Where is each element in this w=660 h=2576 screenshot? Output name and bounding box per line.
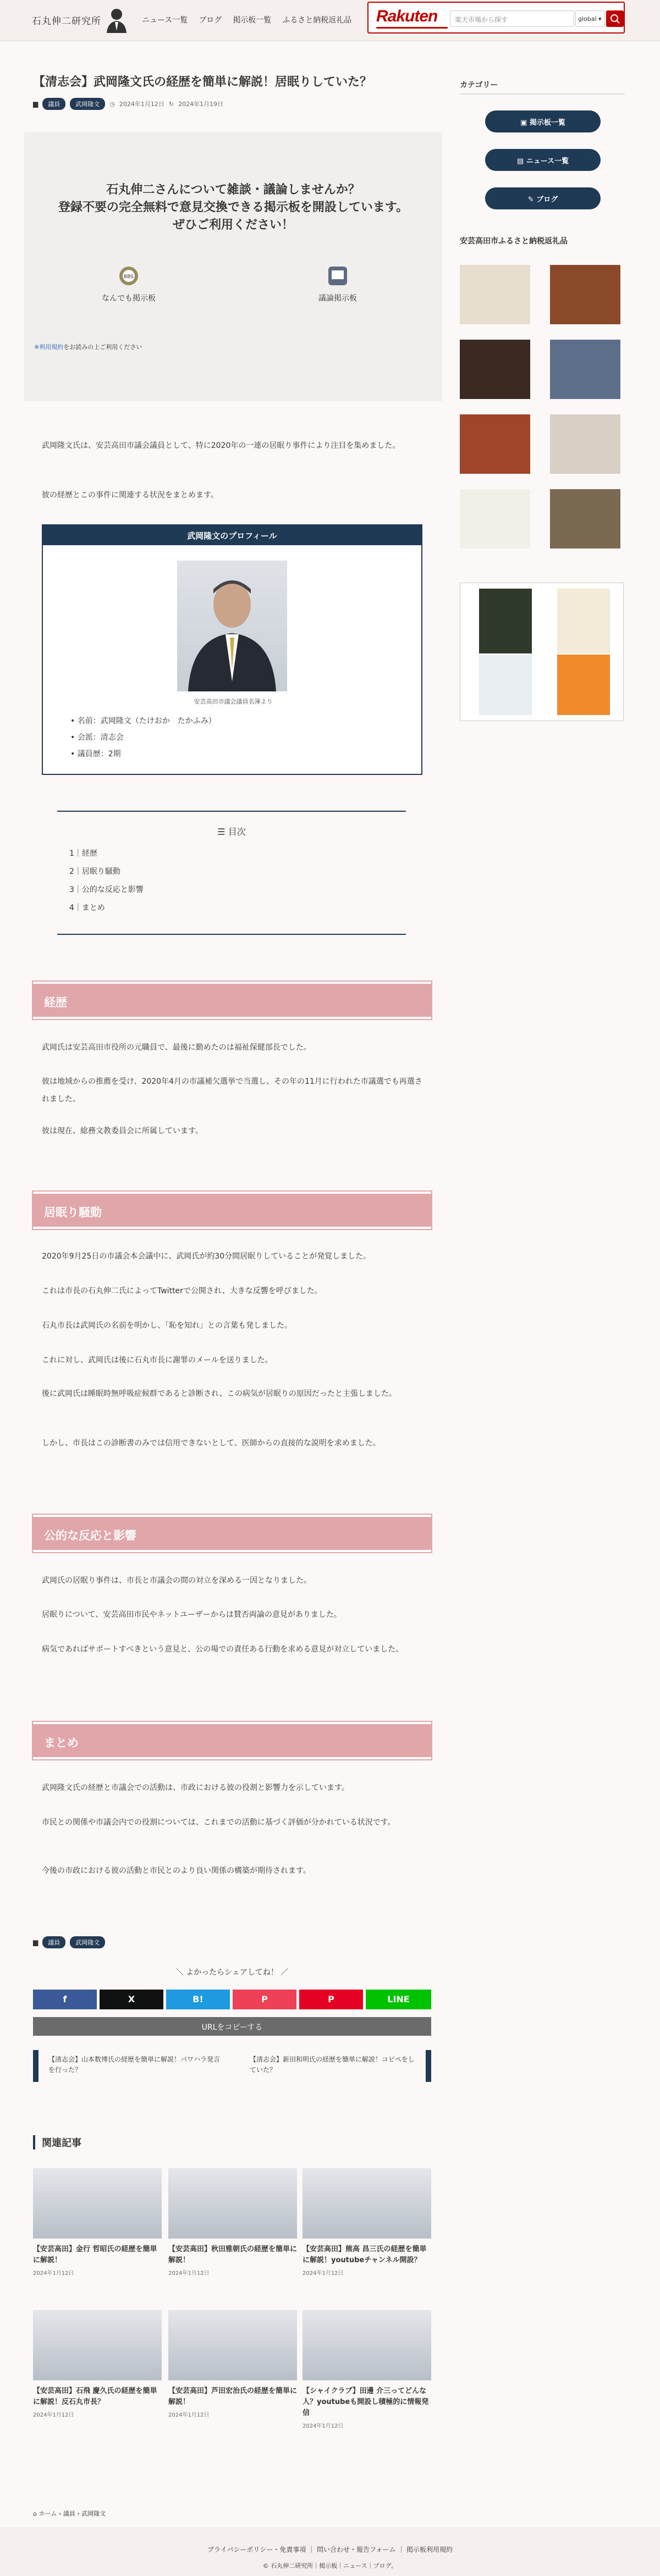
logo-portrait-icon (105, 7, 129, 33)
category-label: 掲示板一覧 (529, 119, 565, 127)
share-pinterest-button[interactable]: P (299, 1990, 363, 2009)
footer-links: プライバシーポリシー・免責事項 ｜ 問い合わせ・報告フォーム ｜ 掲示板利用規約 (207, 2546, 453, 2553)
updated-date: 2024年1月19日 (178, 101, 224, 108)
section-heading-text: 居眠り騒動 (44, 1206, 102, 1219)
book-cover (479, 589, 532, 653)
intro-paragraph: 武岡隆文氏は、安芸高田市議会議員として、特に2020年の一連の居眠り事件により注目を集めました。 (42, 441, 400, 450)
profile-item: • 名前：武岡隆文（たけおか たかふみ） (70, 717, 216, 725)
rakuten-underline (376, 27, 448, 29)
section-paragraph: 彼は地域からの推薦を受け、2020年4月の市議補欠選挙で当選し、その年の11月に行われた市議選でも再選されました。 (42, 1077, 422, 1104)
nav-furusato[interactable]: ふるさと納税返礼品 (282, 16, 352, 25)
related-date: 2024年1月12日 (302, 2270, 344, 2277)
rakuten-search-button[interactable] (606, 10, 624, 27)
related-title: 【安芸高田】金行 哲昭氏の経歴を簡単に解説！ (33, 2245, 157, 2265)
bbs-line: 登録不要の完全無料で意見交換できる掲示板を開設しています。 (58, 200, 409, 214)
rakuten-select-value: global (578, 15, 597, 23)
related-thumbnail (33, 2310, 162, 2380)
related-date: 2024年1月12日 (33, 2412, 74, 2419)
related-card[interactable] (33, 2168, 162, 2276)
section-paragraph: 市民との関係や市議会内での役割については、これまでの活動に基づく評価が分かれている状況です。 (42, 1818, 395, 1827)
toc-item[interactable]: 1｜経歴 (69, 849, 97, 858)
nav-news[interactable]: ニュース一覧 (142, 16, 188, 25)
related-thumbnail (168, 2310, 297, 2380)
prev-post-link[interactable] (33, 2050, 231, 2082)
profile-item-text: 会派：清志会 (77, 733, 124, 742)
intro-paragraph: 彼の経歴とこの事件に関連する状況をまとめます。 (42, 491, 218, 500)
next-post-title: 【清志会】新田和明氏の経歴を簡単に解説！コピペをしていた？ (250, 2056, 415, 2074)
gift-item-grain[interactable] (550, 414, 620, 474)
rakuten-logo[interactable]: Rakuten (376, 7, 438, 25)
global-nav (142, 14, 351, 25)
section-paragraph: 武岡氏は安芸高田市役所の元職員で、最後に勤めたのは福祉保健部長でした。 (42, 1043, 311, 1052)
book-ad[interactable] (460, 583, 624, 721)
tag-badge[interactable]: 議員 (42, 1936, 65, 1948)
toc-item[interactable]: 2｜居眠り騒動 (69, 867, 120, 876)
related-title: 【安芸高田】石飛 慶久氏の経歴を簡単に解説！反石丸市長？ (33, 2387, 157, 2407)
table-of-contents (57, 811, 406, 935)
site-logo[interactable] (32, 7, 129, 33)
toc-item[interactable]: 4｜まとめ (69, 904, 105, 912)
prev-post-title: 【清志会】山本数博氏の経歴を簡単に解説！パワハラ発言を行った？ (48, 2056, 221, 2074)
section-paragraph: これは市長の石丸伸二氏によってTwitterで公開され、大きな反響を呼びました。 (42, 1287, 322, 1295)
section-heading (33, 1515, 431, 1552)
gift-item-pork[interactable] (460, 414, 530, 474)
related-title: 【安芸高田】熊高 昌三氏の経歴を簡単に解説！youtubeチャンネル開設？ (302, 2245, 427, 2265)
chevron-left-icon (33, 2050, 38, 2082)
site-header (0, 0, 660, 41)
section-paragraph: 居眠りについて、安芸高田市民やネットユーザーからは賛否両論の意見がありました。 (42, 1610, 342, 1619)
section-heading (33, 1192, 431, 1229)
bbs-general-label: なんでも掲示板 (102, 294, 156, 303)
bbs-debate-label: 議論掲示板 (318, 294, 357, 303)
list-icon: ☰ (217, 827, 226, 837)
related-date: 2024年1月12日 (302, 2423, 344, 2430)
news-icon: ▤ (516, 157, 526, 165)
discussion-board-icon (327, 265, 349, 287)
share-x-button[interactable]: X (100, 1990, 163, 2009)
section-paragraph: 武岡隆文氏の経歴と市議会での活動は、市政における彼の役割と影響力を示しています。 (42, 1783, 349, 1792)
share-facebook-button[interactable]: f (33, 1990, 97, 2009)
book-cover (557, 589, 610, 653)
section-paragraph: 病気であればサポートすべきという意見と、公の場での責任ある行動を求める意見が対立していました。 (42, 1645, 404, 1654)
share-heading: ＼ よかったらシェアしてね！ ／ (175, 1968, 289, 1977)
section-paragraph: 今後の市政における彼の活動と市民とのより良い関係の構築が期待されます。 (42, 1866, 311, 1875)
category-button[interactable] (485, 149, 601, 171)
article-meta (33, 98, 223, 110)
related-title: 【安芸高田】芦田宏治氏の経歴を簡単に解説！ (168, 2387, 298, 2407)
divider (460, 93, 625, 95)
folder-icon: ▆ (33, 100, 38, 108)
bbs-note-text: をお読みの上ご利用ください (63, 344, 142, 351)
bbs-heading (24, 181, 442, 234)
related-date: 2024年1月12日 (168, 2412, 210, 2419)
related-date: 2024年1月12日 (168, 2270, 210, 2277)
breadcrumb: ⌂ ホーム › 議員 › 武岡隆文 (33, 2510, 106, 2517)
toc-title: 目次 (228, 827, 246, 837)
profile-caption: 安芸高田市議会議員名簿より (194, 698, 273, 705)
pencil-icon: ✎ (527, 196, 537, 204)
article-title: 【清志会】武岡隆文氏の経歴を簡単に解説！居眠りしていた？ (33, 75, 372, 89)
update-icon: ↻ (168, 100, 174, 108)
published-date: 2024年1月12日 (119, 101, 164, 108)
rakuten-region-select[interactable]: global ▾ (575, 10, 605, 27)
person-photo-icon (177, 561, 287, 691)
section-paragraph: 彼は現在、総務文教委員会に所属しています。 (42, 1127, 203, 1135)
toc-heading (57, 825, 406, 838)
category-button[interactable] (485, 187, 601, 209)
category-label: ニュース一覧 (526, 157, 569, 165)
related-heading: 関連記事 (33, 2135, 81, 2150)
tag-badge[interactable]: 武岡隆文 (70, 1936, 105, 1948)
toc-item[interactable]: 3｜公的な反応と影響 (69, 885, 144, 894)
related-title: 【安芸高田】秋田雅朝氏の経歴を簡単に解説！ (168, 2245, 298, 2265)
nav-blog[interactable]: ブログ (199, 16, 222, 25)
breadcrumb-item[interactable]: 議員 (63, 2510, 75, 2517)
chevron-right-icon (426, 2050, 431, 2082)
related-card[interactable] (33, 2310, 162, 2418)
section-paragraph: これに対し、武岡氏は後に石丸市長に謝罪のメールを送りました。 (42, 1356, 273, 1365)
profile-item: • 議員歴：2期 (70, 750, 121, 758)
gift-item-jars[interactable] (460, 489, 530, 549)
rakuten-search-input[interactable]: 楽天市場から探す (450, 10, 574, 27)
section-heading (33, 1722, 431, 1759)
sidebar-category-heading: カテゴリー (460, 81, 498, 90)
chat-badge-icon (118, 265, 140, 287)
share-line-button[interactable]: LINE (366, 1990, 431, 2009)
related-thumbnail (33, 2168, 162, 2239)
gift-item-rice[interactable] (460, 265, 530, 324)
home-icon: ⌂ (33, 2510, 37, 2517)
footer-link[interactable]: プライバシーポリシー・免責事項 (207, 2546, 306, 2553)
bbs-note (34, 342, 142, 351)
section-paragraph: 武岡氏の居眠り事件は、市長と市議会の間の対立を深める一因となりました。 (42, 1576, 311, 1585)
section-heading (33, 982, 431, 1019)
related-thumbnail (168, 2168, 297, 2239)
section-paragraph: 石丸市長は武岡氏の名前を明かし、「恥を知れ」との言葉も発しました。 (42, 1321, 292, 1330)
svg-text:BBS: BBS (124, 274, 134, 280)
gift-item-meat[interactable] (550, 265, 620, 324)
terms-link[interactable]: ※利用規約 (34, 344, 64, 351)
category-button[interactable] (485, 110, 601, 132)
tag-badge[interactable]: 武岡隆文 (70, 98, 105, 110)
bbs-line: ぜひご利用ください！ (172, 218, 294, 232)
copy-url-button[interactable]: URLをコピーする (33, 2017, 431, 2036)
logo-text: 石丸伸二研究所 (32, 15, 101, 27)
section-heading-text: まとめ (44, 1736, 79, 1749)
related-title: 【シャイクラブ】田邊 介三ってどんな人？youtubeも開設し積極的に情報発信 (302, 2387, 429, 2418)
folder-icon: ▆ (33, 1938, 38, 1946)
related-card[interactable] (302, 2310, 431, 2429)
tag-badge[interactable]: 議員 (42, 98, 65, 110)
profile-item: • 会派：清志会 (70, 733, 124, 742)
gift-item-noodles[interactable] (550, 489, 620, 549)
bbs-debate-link[interactable] (283, 265, 393, 303)
bbs-line: 石丸伸二さんについて雑談・議論しませんか？ (106, 183, 360, 197)
related-thumbnail (302, 2310, 431, 2380)
related-card[interactable] (168, 2168, 297, 2276)
related-thumbnail (302, 2168, 431, 2239)
related-date: 2024年1月12日 (33, 2270, 74, 2277)
bbs-general-link[interactable] (74, 265, 184, 303)
section-heading-text: 経歴 (44, 996, 67, 1009)
bbs-banner (24, 132, 442, 401)
book-cover (557, 655, 610, 715)
next-post-link[interactable] (233, 2050, 431, 2082)
breadcrumb-item[interactable]: ホーム (38, 2510, 57, 2517)
related-card[interactable] (302, 2168, 431, 2276)
clock-icon: ◷ (109, 100, 115, 108)
category-label: ブログ (536, 196, 558, 204)
search-icon (606, 10, 624, 27)
footer-link[interactable]: 掲示板利用規約 (406, 2546, 453, 2553)
book-cover (479, 655, 532, 715)
gift-item-coffee[interactable] (460, 340, 530, 399)
gift-item-tour[interactable] (550, 340, 620, 399)
share-pocket-button[interactable]: P (233, 1990, 296, 2009)
nav-bbs[interactable]: 掲示板一覧 (233, 16, 272, 25)
profile-heading: 武岡隆文のプロフィール (43, 525, 421, 545)
profile-box (42, 524, 422, 775)
profile-item-text: 名前：武岡隆文（たけおか たかふみ） (77, 717, 216, 725)
site-footer (0, 2527, 660, 2576)
share-hatena-button[interactable]: B! (166, 1990, 230, 2009)
section-paragraph: 後に武岡氏は睡眠時無呼吸症候群であると診断され、この病気が居眠りの原因だったと主張しました。 (42, 1389, 397, 1398)
profile-photo (177, 561, 287, 691)
footer-link[interactable]: 問い合わせ・報告フォーム (316, 2546, 396, 2553)
section-heading-text: 公的な反応と影響 (44, 1529, 136, 1542)
related-card[interactable] (168, 2310, 297, 2418)
section-paragraph: 2020年9月25日の市議会本会議中に、武岡氏が約30分間居眠りしていることが発覚しました。 (42, 1252, 371, 1261)
footer-tags (33, 1936, 105, 1948)
bbs-icon: ▣ (520, 119, 530, 127)
copyright: © 石丸伸二研究所｜掲示板｜ニュース｜ブログ。 (262, 2562, 398, 2569)
rakuten-search-widget (367, 2, 625, 34)
breadcrumb-item[interactable]: 武岡隆文 (81, 2510, 106, 2517)
sidebar-furusato-heading: 安芸高田市ふるさと納税返礼品 (460, 237, 568, 246)
section-paragraph: しかし、市長はこの診断書のみでは信用できないとして、医師からの直接的な説明を求めました。 (42, 1439, 381, 1448)
profile-item-text: 議員歴：2期 (77, 750, 121, 758)
